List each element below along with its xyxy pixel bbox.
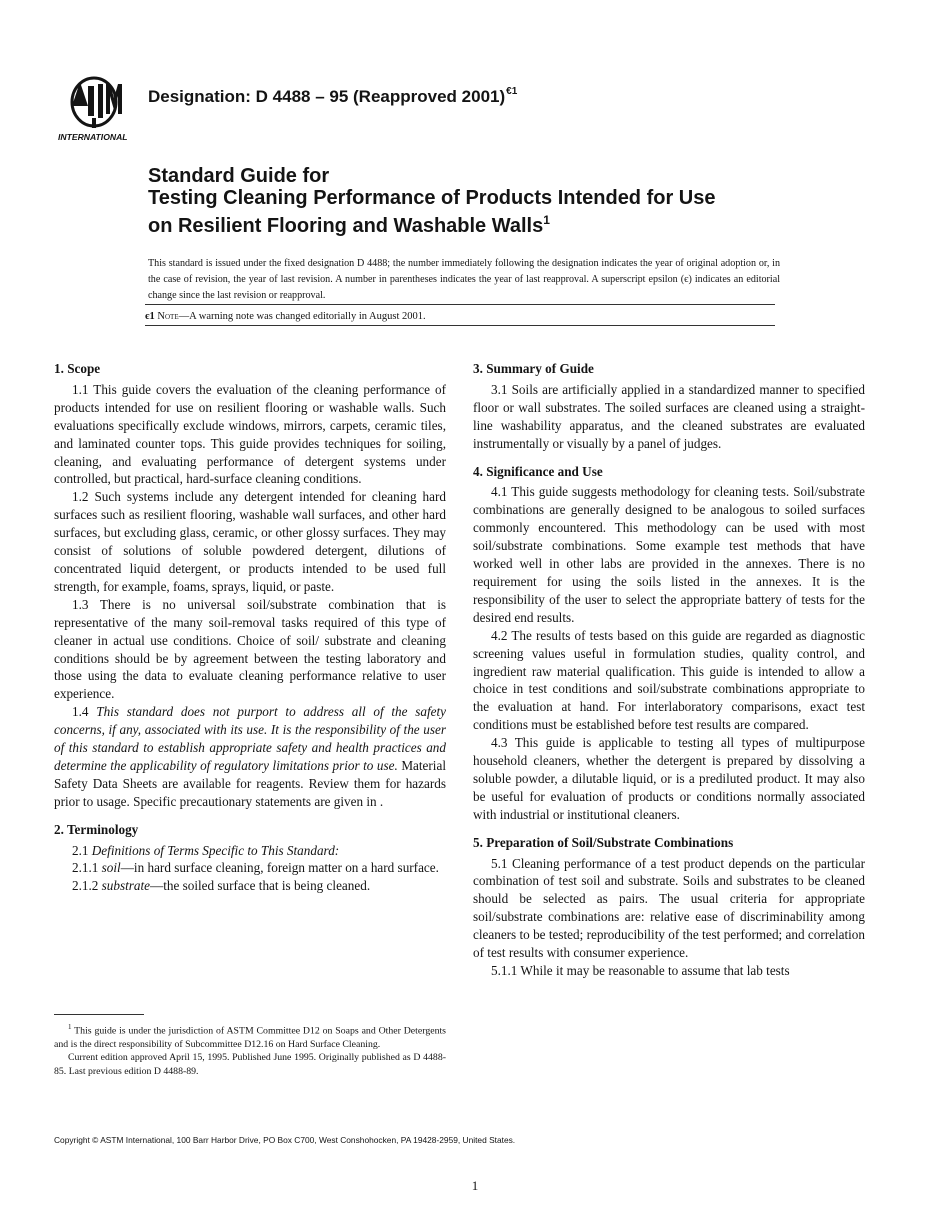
term-soil: soil — [101, 860, 121, 876]
designation-superscript: €1 — [506, 86, 518, 97]
section-heading-preparation: 5. Preparation of Soil/Substrate Combinations — [473, 834, 734, 850]
p1-4-safety-caveat: This standard does not purport to address all of the safety concerns, if any, associated with its use. It is the responsibility of the user of this standard to establish appropriate safety and health practices and determine the applicability of regulatory limitations prior to use. — [54, 704, 446, 773]
p1-4-number: 1.4 — [72, 704, 97, 720]
footnote-edition: Current edition approved April 15, 1995. Published June 1995. Originally published as D 4488-85. Last previous edition D 4488-89. — [54, 1052, 446, 1078]
logo-wordmark: INTERNATIONAL — [58, 132, 128, 142]
paragraph-5-1: 5.1 Cleaning performance of a test product depends on the particular combination of test soil and substrate. Soils and substrates to be cleaned should be selected as pairs. The usual criteria for appropriate soil/substrate combinations are: relative ease of discriminability among cleaners to be tested; reproducibility of the test performed; and correlation of test results with consumer experience. — [473, 855, 865, 961]
section-heading-scope: 1. Scope — [54, 361, 101, 376]
divider-bottom — [145, 325, 775, 326]
designation-text: Designation: D 4488 – 95 (Reapproved 2001) — [148, 87, 506, 106]
footnote-1-number: 1 — [68, 1023, 72, 1031]
left-column — [54, 360, 446, 895]
document-title — [148, 165, 848, 237]
footnote-divider — [54, 1014, 144, 1015]
p2-1-2-number: 2.1.2 — [72, 878, 102, 894]
paragraph-1-4 — [54, 703, 446, 810]
term-substrate-definition: —the soiled surface that is being cleaned. — [150, 878, 371, 894]
p1-4-rest: Material Safety Data Sheets are available for reagents. Review them for hazards prior to usage. Specific precautionary statements are given in . — [54, 757, 446, 809]
copyright-notice: Copyright © ASTM International, 100 Barr Harbor Drive, PO Box C700, West Conshohocken, PA 19428-2959, United States. — [54, 1135, 516, 1145]
title-line-1: Standard Guide for — [148, 165, 330, 187]
p2-1-1-number: 2.1.1 — [72, 860, 102, 876]
paragraph-1-1: 1.1 This guide covers the evaluation of the cleaning performance of products intended for use on resilient flooring or washable walls. Such evaluations specifically exclude windows, mirrors, carpets, ceramic tiles, and laminated counter tops. This guide provides techniques for soiling, cleaning, and evaluating performance of detergent systems under controlled, but practical, hard-surface cleaning conditions. — [54, 381, 446, 487]
section-heading-terminology: 2. Terminology — [54, 821, 139, 837]
footnote-1 — [54, 1021, 446, 1051]
footnotes — [54, 1021, 446, 1079]
term-substrate: substrate — [101, 878, 151, 894]
paragraph-4-3: 4.3 This guide is applicable to testing all types of multipurpose household cleaners, whether the detergent is prepared by dissolving a soluble powder, a dilutable liquid, or is a prediluted product. It may also be useful for evaluation of products or conditions normally associated with industrial or institutional cleaners. — [473, 735, 865, 822]
section-heading-summary: 3. Summary of Guide — [473, 361, 594, 376]
designation — [148, 86, 517, 107]
divider-top — [145, 304, 775, 305]
page-number: 1 — [471, 1178, 479, 1193]
right-column — [473, 360, 865, 980]
title-line-2: Testing Cleaning Performance of Products Intended for Use — [148, 187, 716, 209]
astm-logo — [58, 74, 138, 144]
footnote-1-text: This guide is under the jurisdiction of ASTM Committee D12 on Soaps and Other Detergents and is the direct responsibility of Subcommittee D12.16 on Hard Surface Cleaning. — [54, 1025, 446, 1050]
section-heading-significance: 4. Significance and Use — [473, 463, 603, 479]
paragraph-3-1: 3.1 Soils are artificially applied in a standardized manner to specified floor or wall substrates. The soiled surfaces are cleaned using a straight-line washability apparatus, and the cleaned substrates are evaluated instrumentally or visually by a panel of judges. — [473, 381, 865, 451]
issuance-statement: This standard is issued under the fixed designation D 4488; the number immediately following the designation indicates the year of original adoption or, in the case of revision, the year of last revision. A number in parentheses indicates the year of last reapproval. A superscript epsilon (є) indicates an editorial change since the last revision or reapproval. — [148, 258, 780, 301]
note-text: —A warning note was changed editorially in August 2001. — [178, 311, 426, 322]
title-line-3 — [148, 209, 848, 237]
paragraph-2-1-1 — [54, 859, 446, 877]
paragraph-1-3: 1.3 There is no universal soil/substrate combination that is representative of the many soil-removal tasks required of this type of cleaner in actual use conditions. Choice of soil/ substrate and cleaning conditions should be by agreement between the testing laboratory and those using the data to evaluate cleaning performance relative to user experience. — [54, 596, 446, 702]
paragraph-4-1: 4.1 This guide suggests methodology for cleaning tests. Soil/substrate combinations are generally designed to be analogous to soiled surfaces commonly encountered. This methodology can be used with most soil/substrate combinations. Some example test methods that have worked well in other labs are provided in the annexes. There is no requirement for using the soils listed in the annexes. It is the responsibility of the user to select the appropriate battery of tests for the desired end results. — [473, 484, 865, 625]
term-soil-definition: —in hard surface cleaning, foreign matter on a hard surface. — [120, 860, 439, 876]
note-label: Note — [157, 311, 179, 322]
p2-1-title: Definitions of Terms Specific to This Standard: — [91, 842, 340, 858]
note-marker: є1 — [145, 311, 155, 322]
paragraph-2-1 — [54, 842, 446, 860]
title-footnote-ref: 1 — [543, 213, 550, 227]
paragraph-2-1-2 — [54, 877, 446, 895]
editorial-note — [145, 311, 426, 322]
paragraph-4-2: 4.2 The results of tests based on this guide are regarded as diagnostic screening values useful in formulation studies, quality control, and ingredient raw material qualification. This guide is intended to allow a choice in test conditions and soil/substrate combinations appropriate to the evaluation at hand. For interlaboratory comparisons, exact test conditions must be established before test results are compared. — [473, 627, 865, 733]
p2-1-number: 2.1 — [72, 842, 92, 858]
paragraph-5-1-1: 5.1.1 While it may be reasonable to assume that lab tests — [491, 963, 790, 978]
paragraph-1-2: 1.2 Such systems include any detergent intended for cleaning hard surfaces such as resilient flooring, washable wall surfaces, and other hard surfaces, but excluding glass, ceramic, or other glossy surfaces. They may consist of solutions of soluble powdered detergent, dilutions of concentrated liquid detergent, or products intended to be used full strength, for example, foams, sprays, liquid, or paste. — [54, 489, 446, 594]
title-line-3-text: on Resilient Flooring and Washable Walls — [148, 215, 544, 237]
